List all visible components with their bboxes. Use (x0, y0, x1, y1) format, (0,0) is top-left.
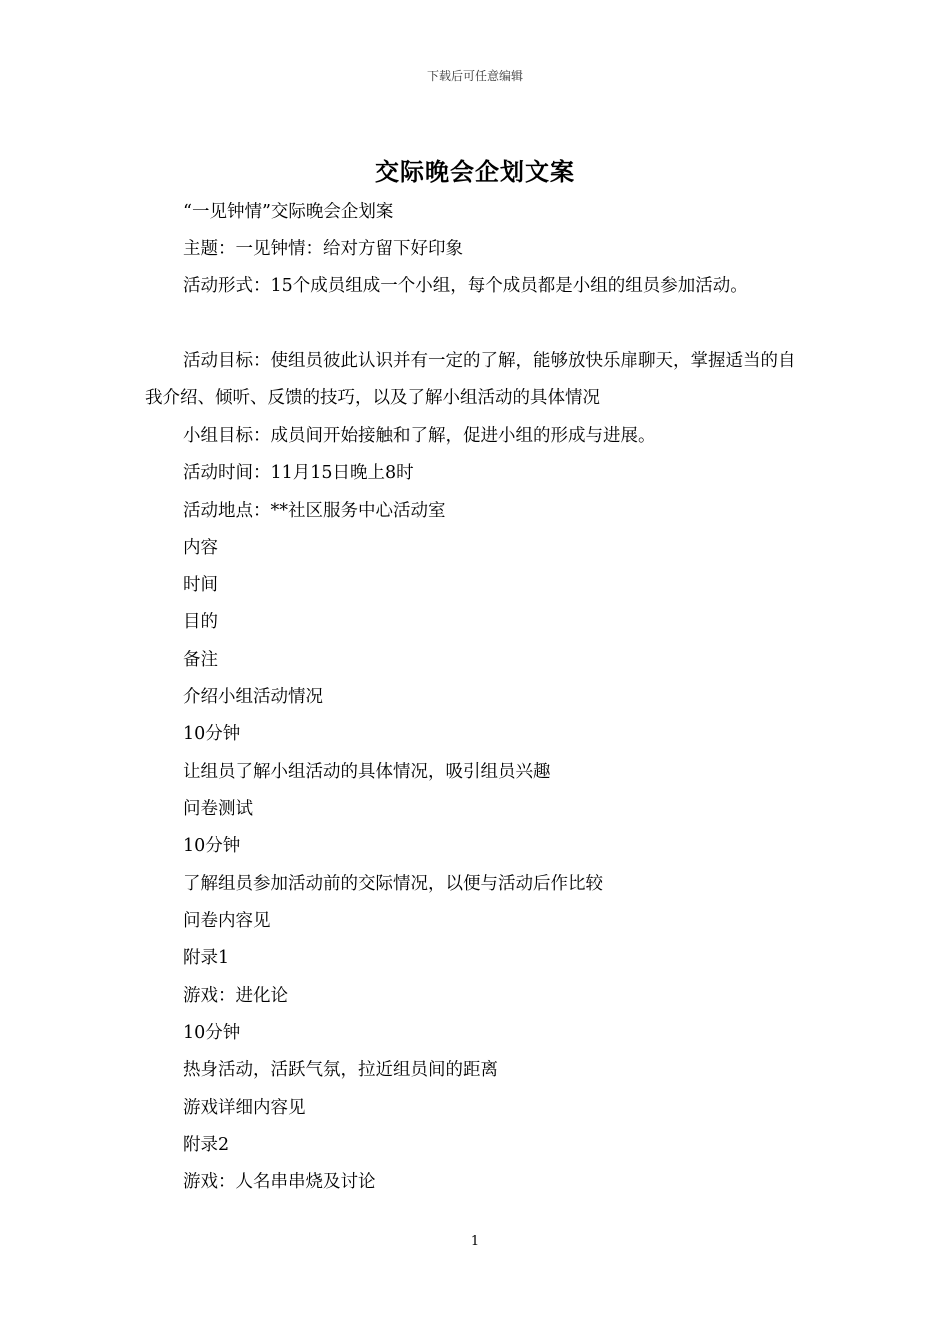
document-title: 交际晚会企划文案 (375, 157, 575, 186)
paragraph: 活动目标：使组员彼此认识并有一定的了解，能够放快乐扉聊天，掌握适当的自我介绍、倾听、反馈的技巧，以及了解小组活动的具体情况 (145, 351, 796, 408)
paragraph: 问卷测试 (183, 799, 253, 819)
paragraph: 10分钟 (183, 1023, 241, 1043)
paragraph: 介绍小组活动情况 (183, 687, 323, 707)
paragraph: 游戏：进化论 (183, 986, 288, 1006)
paragraph: 热身活动，活跃气氛，拉近组员间的距离 (183, 1060, 498, 1080)
paragraph: 目的 (183, 612, 218, 632)
paragraph: 让组员了解小组活动的具体情况，吸引组员兴趣 (183, 762, 551, 782)
paragraph: 10分钟 (183, 724, 241, 744)
paragraph: 活动形式：15个成员组成一个小组，每个成员都是小组的组员参加活动。 (183, 276, 748, 296)
paragraph: 备注 (183, 650, 218, 670)
paragraph: “一见钟情”交际晚会企划案 (183, 202, 394, 222)
page-number: 1 (470, 1234, 480, 1249)
paragraph: 活动地点：**社区服务中心活动室 (183, 501, 446, 521)
paragraph: 附录1 (183, 948, 230, 968)
paragraph: 小组目标：成员间开始接触和了解，促进小组的形成与进展。 (183, 426, 656, 446)
paragraph: 主题：一见钟情：给对方留下好印象 (183, 239, 463, 259)
paragraph: 了解组员参加活动前的交际情况，以便与活动后作比较 (183, 874, 603, 894)
paragraph: 游戏详细内容见 (183, 1098, 306, 1118)
paragraph: 游戏：人名串串烧及讨论 (183, 1172, 376, 1192)
paragraph: 内容 (183, 538, 218, 558)
paragraph: 10分钟 (183, 836, 241, 856)
paragraph: 附录2 (183, 1135, 230, 1155)
header-note: 下载后可任意编辑 (426, 69, 523, 83)
paragraph: 时间 (183, 575, 218, 595)
paragraph: 活动时间：11月15日晚上8时 (183, 463, 414, 483)
paragraph: 问卷内容见 (183, 911, 271, 931)
